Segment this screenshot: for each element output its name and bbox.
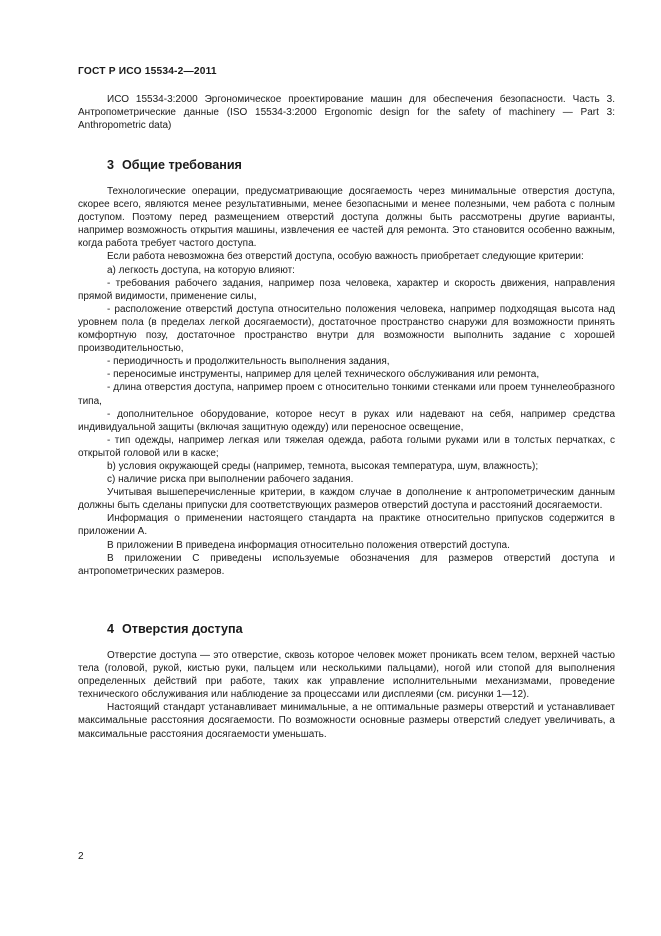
section-3-body: [78, 185, 615, 578]
list-item: b) условия окружающей среды (например, темнота, высокая температура, шум, влажность);: [107, 460, 539, 472]
section-3-heading: [107, 158, 242, 172]
paragraph: Учитывая вышеперечисленные критерии, в каждом случае в дополнение к антропометрическим данным должны быть сделаны припуски для соответствующих размеров отверстий доступа и расстояний досягаемости.: [78, 487, 615, 512]
section-3-title: Общие требования: [122, 158, 242, 172]
section-3-number: 3: [107, 158, 115, 172]
list-item: c) наличие риска при выполнении рабочего задания.: [107, 474, 354, 486]
paragraph: Отверстие доступа — это отверстие, сквозь которое человек может проникать всем телом, верхней частью тела (головой, рукой, кистью руки, пальцем или несколькими пальцами), ногой или стопой для выполнения определенных действий при работе, таких как управление исполнительными механизмами, проведение технического обслуживания или наблюдение за процессами или дисплеями (см. рисунки 1—12).: [78, 650, 615, 701]
paragraph: Технологические операции, предусматривающие досягаемость через минимальные отверстия доступа, скорее всего, являются менее результативными, менее безопасными и менее полезными, чем работа с полным доступом. Поэтому перед размещением отверстий доступа должны быть рассмотрены другие варианты, например возможность открытия машины, извлечения ее частей для ремонта. Это становится особенно важным, когда работа требует частого доступа.: [78, 186, 615, 250]
section-4-title: Отверстия доступа: [122, 622, 243, 636]
normative-reference: [78, 93, 615, 132]
list-item: - периодичность и продолжительность выполнения задания,: [107, 356, 390, 368]
document-code-header: ГОСТ Р ИСО 15534-2—2011: [78, 66, 217, 77]
section-4-heading: [107, 622, 243, 636]
list-item: - длина отверстия доступа, например проем с относительно тонкими стенками или проем туннелеобразного типа,: [78, 382, 615, 407]
paragraph: Настоящий стандарт устанавливает минимальные, а не оптимальные размеры отверстий и устанавливает максимальные расстояния досягаемости. По возможности основные размеры отверстий следует увеличивать, а максимальные расстояния досягаемости уменьшать.: [78, 702, 615, 740]
paragraph: В приложении В приведена информация относительно положения отверстий доступа.: [107, 539, 510, 551]
list-item: - переносимые инструменты, например для целей технического обслуживания или ремонта,: [107, 369, 540, 381]
paragraph: В приложении С приведены используемые обозначения для размеров отверстий доступа и антропометрических размеров.: [78, 552, 615, 577]
paragraph: Если работа невозможна без отверстий доступа, особую важность приобретает следующие критерии:: [107, 251, 584, 263]
page-number: 2: [78, 851, 84, 862]
list-item: - расположение отверстий доступа относительно положения человека, например подходящая высота над уровнем пола (в пределах легкой досягаемости), достаточное пространство снаружи для возможности принять комфортную позу, достаточное пространство внутри для возможности выполнить задание с хорошей производительностью,: [78, 303, 615, 355]
paragraph: Информация о применении настоящего стандарта на практике относительно припусков содержится в приложении А.: [78, 513, 615, 538]
section-4-body: [78, 649, 615, 741]
reference-paragraph: ИСО 15534-3:2000 Эргономическое проектирование машин для обеспечения безопасности. Часть 3. Антропометрические данные (ISO 15534-3:2000 Ergonomic design for the safety of machinery — Part 3: Anthropometric data): [78, 94, 615, 132]
list-item: - дополнительное оборудование, которое несут в руках или надевают на себя, например средства индивидуальной защиты (включая защитную одежду) или переносное освещение,: [78, 408, 615, 433]
section-4-number: 4: [107, 622, 115, 636]
list-item: - требования рабочего задания, например поза человека, характер и скорость движения, направления прямой видимости, применение силы,: [78, 277, 615, 302]
list-item: а) легкость доступа, на которую влияют:: [107, 264, 295, 276]
list-item: - тип одежды, например легкая или тяжелая одежда, работа голыми руками или в толстых перчатках, с открытой головой или в каске;: [78, 434, 615, 459]
